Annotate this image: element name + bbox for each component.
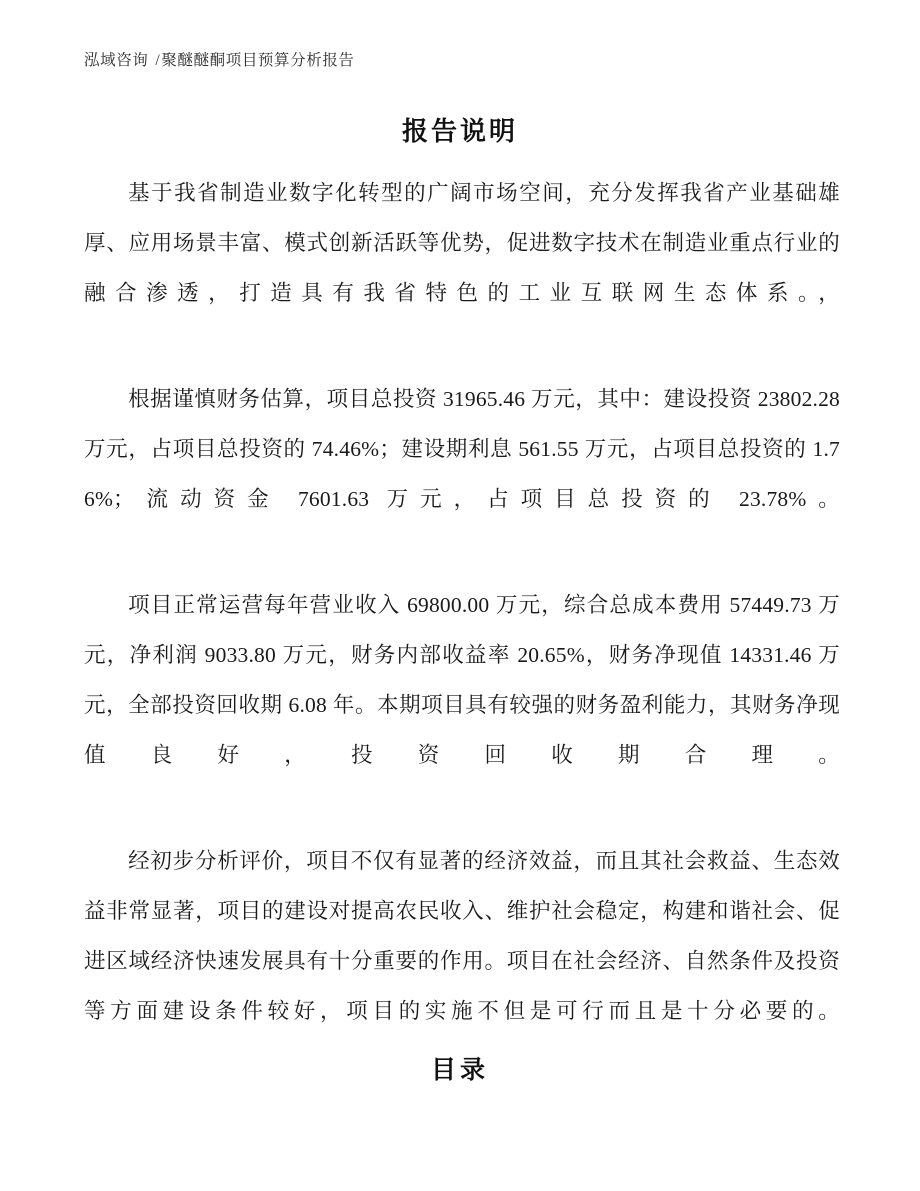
- page-title: 报告说明: [401, 117, 518, 146]
- body-paragraph-3: 项目正常运营每年营业收入 69800.00 万元，综合总成本费用 57449.73 万元，净利润 9033.80 万元，财务内部收益率 20.65%，财务净现值 14331.46 万元，全部投资回收期 6.08 年。本期项目具有较强的财务盈利能力，其财务净现值良好，投资回收期合理。: [84, 593, 840, 767]
- body-paragraph-4: 经初步分析评价，项目不仅有显著的经济效益，而且其社会救益、生态效益非常显著，项目的建设对提高农民收入、维护社会稳定，构建和谐社会、促进区域经济快速发展具有十分重要的作用。项目在社会经济、自然条件及投资等方面建设条件较好，项目的实施不但是可行而且是十分必要的。: [84, 849, 840, 1023]
- header-document-title: 聚醚醚酮项目预算分析报告: [161, 52, 355, 69]
- table-of-contents-heading: 目录: [430, 1057, 489, 1084]
- header-separator: /: [155, 52, 161, 69]
- body-paragraph-2: 根据谨慎财务估算，项目总投资 31965.46 万元，其中：建设投资 23802.28 万元，占项目总投资的 74.46%；建设期利息 561.55 万元，占项目总投资的 1.76%；流动资金 7601.63 万元，占项目总投资的 23.78%。: [84, 387, 840, 511]
- report-body: [84, 168, 840, 1086]
- running-header: [84, 48, 836, 74]
- body-paragraph-1: 基于我省制造业数字化转型的广阔市场空间，充分发挥我省产业基础雄厚、应用场景丰富、模式创新活跃等优势，促进数字技术在制造业重点行业的融合渗透，打造具有我省特色的工业互联网生态体系。，: [84, 181, 840, 305]
- header-organization: 泓域咨询: [84, 52, 149, 69]
